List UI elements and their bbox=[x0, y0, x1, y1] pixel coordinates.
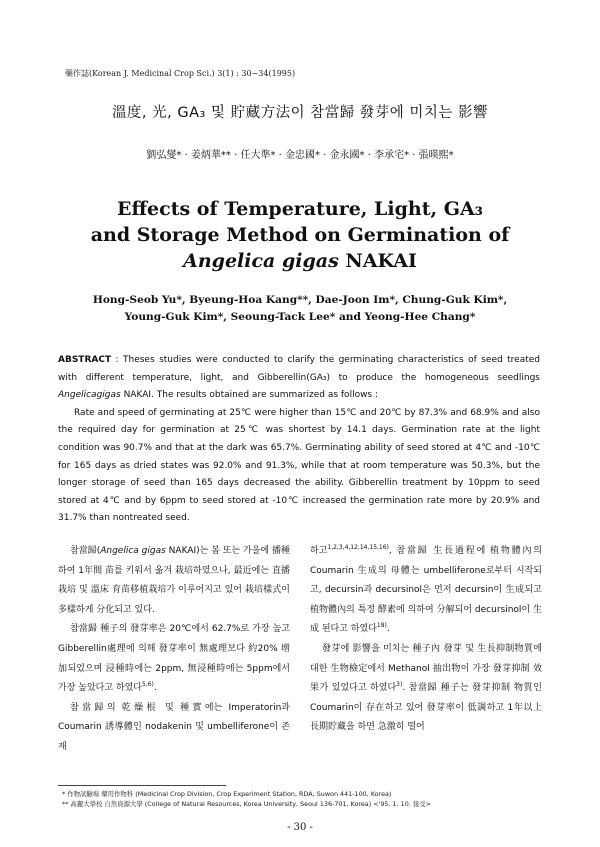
english-title bbox=[0, 196, 600, 274]
species-name: Angelica gigas bbox=[183, 250, 339, 272]
species-italic: Angelica gigas bbox=[100, 546, 166, 556]
abstract-paragraph-2: Rate and speed of germinating at 25℃ were higher than 15℃ and 20℃ by 87.3% and 68.9% and also the required day for germination at 25℃ was shortest by 14.1 days. Germination rate at the light condition was 90.7% and that at the dark was 65.7%. Germinating ability of seed stored at 4℃ and -10℃ for 165 days as dried states was 92.0% and 91.3%, while that at room temperature was 50.3%, but the longer storage of seed than 165 days decreased the ability. Gibberellin treatment by 10ppm to seed stored at 4℃ and by 6ppm to seed stored at -10℃ increased the germination rate more by 20.9% and 31.7% than nontreated seed. bbox=[58, 407, 540, 524]
korean-authors: 劉弘燮* · 姜炳華** · 任大準* · 金忠國* · 金永國* · 李承宅* · 張暎熙* bbox=[146, 150, 454, 161]
text-span: . bbox=[386, 624, 390, 635]
abstract bbox=[58, 352, 540, 528]
english-authors-line-2: Young-Guk Kim*, Seoung-Tack Lee* and Yeong-Hee Chang* bbox=[124, 311, 476, 323]
body-paragraph bbox=[310, 640, 542, 738]
body-column-left bbox=[58, 542, 290, 758]
footnote-affiliation-1: * 作物試驗場 藥用作物科 (Medicinal Crop Division, Crop Experiment Station, RDA, Suwon 441-100, Korea) bbox=[62, 790, 392, 798]
text-span: , 참當歸 生長過程에 植物體內의 Coumarin 生成의 母體는 umbelliferone로부터 시작되고, decursin과 decursinol은 먼저 decursin이 生成되고 植物體內의 특정 酵素에 의하여 分解되어 decursinol이 生成 된다고 하였다 bbox=[310, 546, 542, 635]
body-paragraph bbox=[58, 542, 290, 620]
footnote-divider bbox=[58, 785, 226, 786]
abstract-species: Angelicagigas bbox=[58, 390, 121, 401]
text-span: NAKAI)는 봄 또는 가을에 播種하여 1年間 苗를 키워서 옮겨 栽培하였으나, 最近에는 直播栽培 및 溫床 育苗移植栽培가 이루어지고 있어 栽培樣式이 多樣하게 分化되고 있다. bbox=[58, 546, 290, 615]
citation-ref: 5,6) bbox=[141, 681, 154, 689]
abstract-paragraph-1 bbox=[58, 352, 540, 405]
footnote-affiliation-2: ** 高麗大學校 自然資源大學 (College of Natural Resources, Korea University, Seoul 136-701, Korea) <'95. 1. 10. 接受> bbox=[62, 800, 432, 808]
english-title-line-2: and Storage Method on Germination of bbox=[90, 224, 510, 246]
text-span: 참當歸( bbox=[70, 546, 101, 556]
body-column-right bbox=[310, 542, 542, 738]
english-title-line-3 bbox=[0, 248, 600, 274]
citation-ref: 3) bbox=[396, 681, 403, 689]
text-span: 하고 bbox=[310, 546, 328, 556]
citation-ref: 18) bbox=[376, 622, 387, 630]
abstract-label: ABSTRACT bbox=[58, 355, 112, 365]
text-span: . bbox=[153, 683, 157, 694]
korean-title: 溫度, 光, GA₃ 및 貯藏方法이 참當歸 發芽에 미치는 影響 bbox=[111, 105, 489, 121]
english-authors bbox=[0, 292, 600, 326]
abstract-text-b: NAKAI. The results obtained are summarized as follows : bbox=[120, 390, 379, 401]
text-span: . 참當歸 種子는 發芽抑制 物質인 Coumarin이 存在하고 있어 發芽率이 低調하고 1年以上 長期貯藏을 하면 急激히 떨어 bbox=[310, 683, 542, 733]
journal-citation: 藥作誌(Korean J. Medicinal Crop Sci.) 3(1) : 30~34(1995) bbox=[65, 69, 296, 78]
citation-ref: 1,2,3,4,12,14,15,16) bbox=[327, 544, 389, 551]
abstract-text-a: : Theses studies were conducted to clarify the germinating characteristics of seed treated with different temperature, light, and Gibberellin(GA₃) to produce the homogeneous seedlings bbox=[58, 355, 540, 383]
english-authors-line-1: Hong-Seob Yu*, Byeung-Hoa Kang**, Dae-Joon Im*, Chung-Guk Kim*, bbox=[92, 294, 508, 306]
english-title-line-1: Effects of Temperature, Light, GA₃ bbox=[116, 198, 484, 220]
text-span: 發芽에 影響을 미치는 種子內 發芽 및 生長抑制物質에 대한 生物檢定에서 Methanol 抽出物이 가장 發芽抑制 效果가 있었다고 하였다 bbox=[310, 643, 542, 694]
body-paragraph: 참當歸의 乾燥根 및 種實에는 Imperatorin과 Coumarin 誘導體인 nodakenin 및 umbelliferone이 존재 bbox=[58, 702, 290, 752]
body-paragraph bbox=[310, 542, 542, 640]
text-span: 참當歸 種子의 發芽率은 20℃에서 62.7%로 가장 높고 Gibberellin處理에 의해 發芽率이 無處理보다 約20% 增加되었으며 浸種時에는 2ppm, 無浸種時에는 5ppm에서 가장 높았다고 하였다 bbox=[58, 624, 290, 694]
page-number: - 30 - bbox=[287, 822, 313, 833]
species-author: NAKAI bbox=[338, 250, 417, 272]
body-paragraph bbox=[58, 620, 290, 698]
